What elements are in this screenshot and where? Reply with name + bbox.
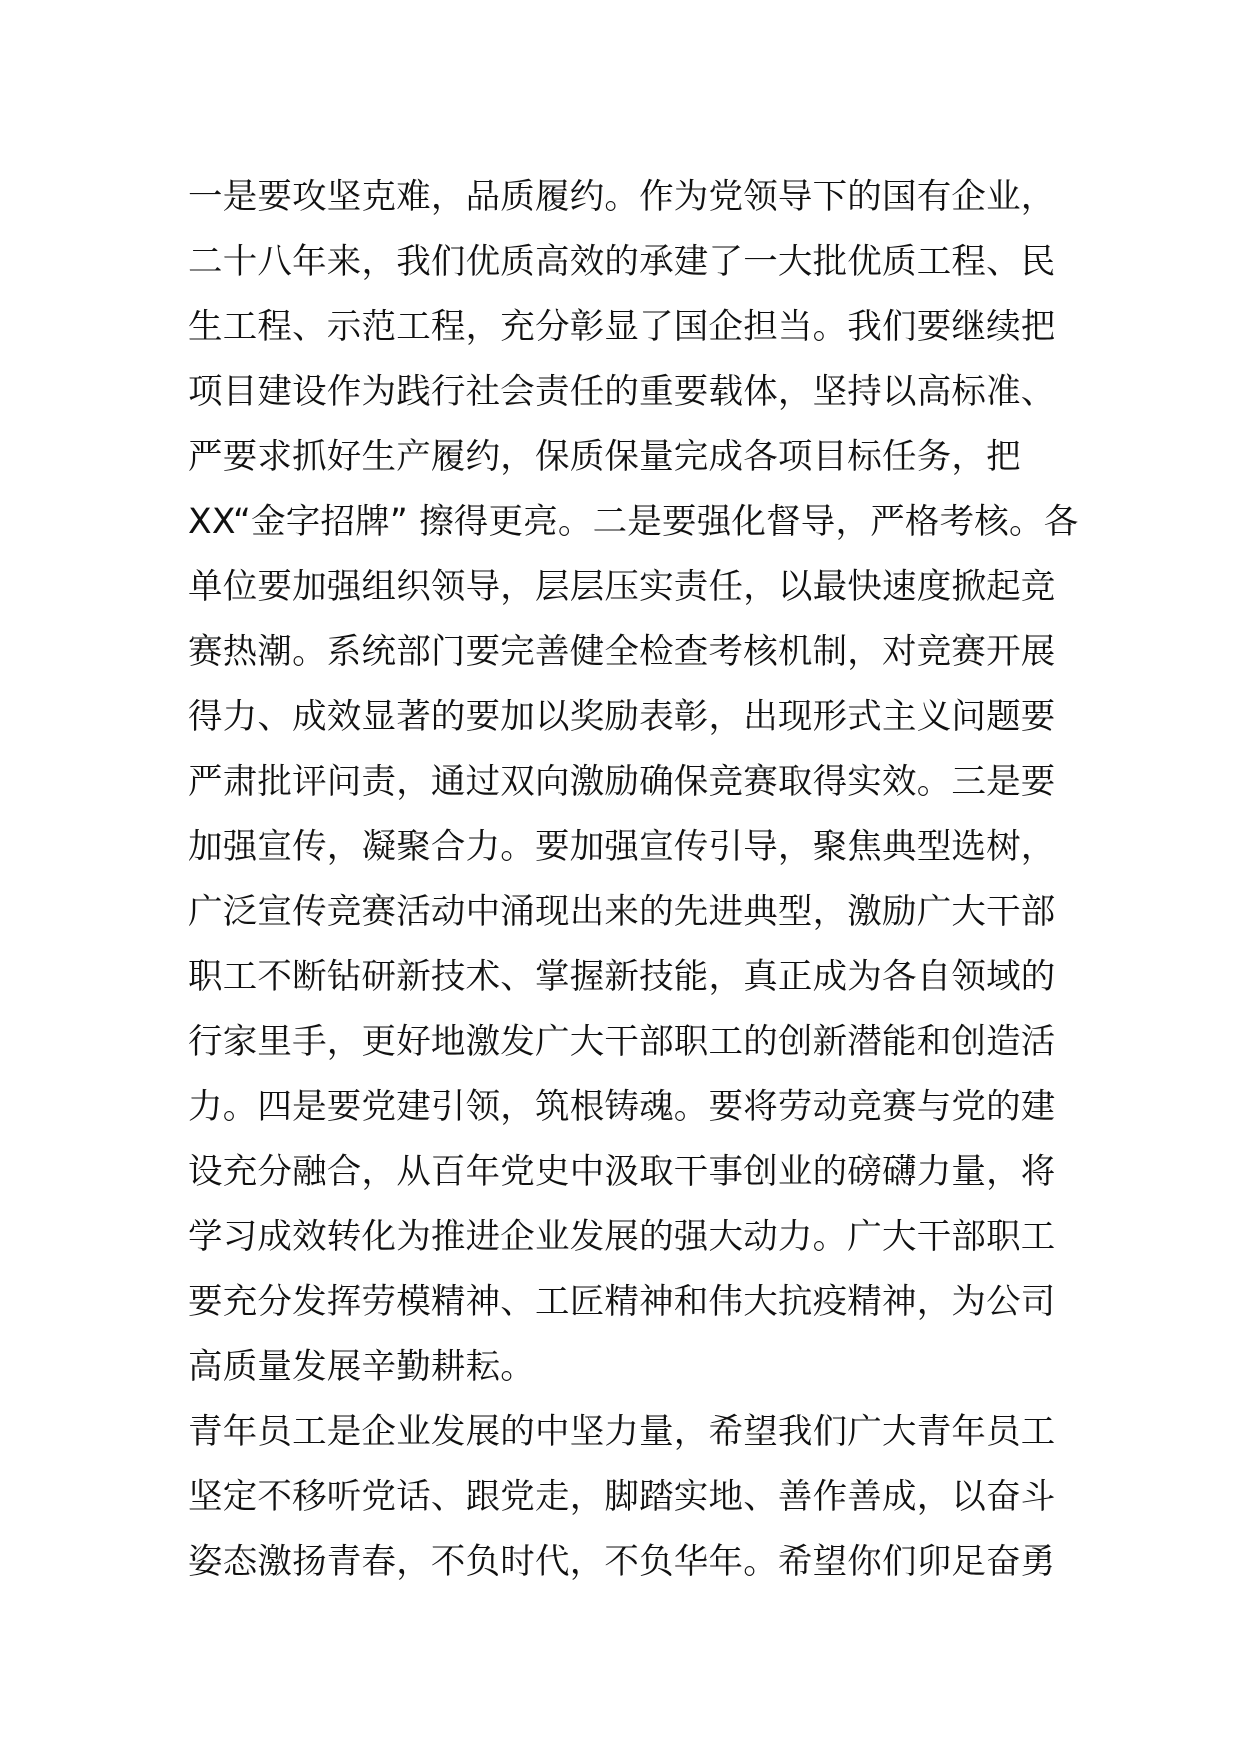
- text-line: 严要求抓好生产履约，保质保量完成各项目标任务，把: [188, 437, 1021, 477]
- text-line: 严肃批评问责，通过双向激励确保竞赛取得实效。三是要: [188, 762, 1056, 802]
- text-line: 二十八年来，我们优质高效的承建了一大批优质工程、民: [188, 242, 1056, 282]
- text-line: 加强宣传，凝聚合力。要加强宣传引导，聚焦典型选树，: [188, 827, 1056, 867]
- text-line: 得力、成效显著的要加以奖励表彰，出现形式主义问题要: [188, 697, 1056, 737]
- text-line: XX“金字招牌” 擦得更亮。二是要强化督导，严格考核。各: [188, 502, 1079, 542]
- text-line: 生工程、示范工程，充分彰显了国企担当。我们要继续把: [188, 307, 1056, 347]
- text-line: 广泛宣传竞赛活动中涌现出来的先进典型，激励广大干部: [188, 892, 1056, 932]
- body-text: [188, 165, 1079, 1595]
- text-line: 职工不断钻研新技术、掌握新技能，真正成为各自领域的: [188, 957, 1056, 997]
- text-line: 青年员工是企业发展的中坚力量，希望我们广大青年员工: [188, 1412, 1056, 1452]
- text-line: 高质量发展辛勤耕耘。: [188, 1347, 535, 1387]
- text-line: 要充分发挥劳模精神、工匠精神和伟大抗疫精神，为公司: [188, 1282, 1056, 1322]
- text-line: 项目建设作为践行社会责任的重要载体，坚持以高标准、: [188, 372, 1056, 412]
- text-line: 行家里手，更好地激发广大干部职工的创新潜能和创造活: [188, 1022, 1056, 1062]
- text-line: 姿态激扬青春，不负时代，不负华年。希望你们卯足奋勇: [188, 1542, 1056, 1582]
- text-line: 力。四是要党建引领，筑根铸魂。要将劳动竞赛与党的建: [188, 1087, 1056, 1127]
- text-line: 单位要加强组织领导，层层压实责任，以最快速度掀起竞: [188, 567, 1056, 607]
- text-line: 设充分融合，从百年党史中汲取干事创业的磅礴力量，将: [188, 1152, 1056, 1192]
- text-line: 坚定不移听党话、跟党走，脚踏实地、善作善成，以奋斗: [188, 1477, 1056, 1517]
- text-line: 赛热潮。系统部门要完善健全检查考核机制，对竞赛开展: [188, 632, 1056, 672]
- text-line: 一是要攻坚克难，品质履约。作为党领导下的国有企业，: [188, 177, 1056, 217]
- text-line: 学习成效转化为推进企业发展的强大动力。广大干部职工: [188, 1217, 1056, 1257]
